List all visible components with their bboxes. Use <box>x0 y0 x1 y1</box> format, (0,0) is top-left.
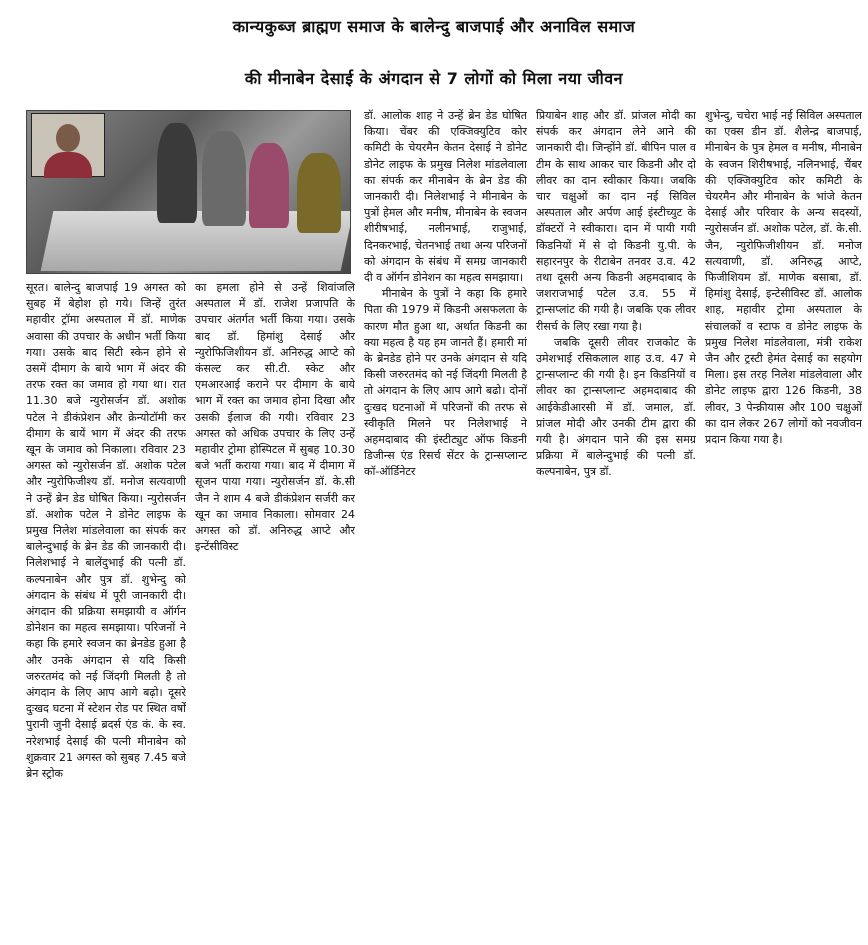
column-5-text: शुभेन्दु, चचेरा भाई नई सिविल अस्पताल का एक्स डीन डॉ. शैलेन्द्र बाजपाई, मीनाबेन के पुत्र हेमल व मनीष, मीनाबेन के स्वजन शिरीषभाई, नलिनभाई, चैंबर की एक्जिक्युटिव कोर कमिटी के चेयरमैन और मीनाबेन के भांजे केतन देसाई और परिवार के अन्य सदस्यों, न्युरोसर्जन डॉ. अशोक पटेल, डॉ. के.सी. जैन, न्युरोफिजीशीयन डॉ. मनोज सत्यवाणी, डॉ. अनिरुद्ध आप्टे, फिजीशियम डॉ. माणेक बसाबा, डॉ. हिमांशु देसाई, इन्टेसीविस्ट डॉ. आलोक शाह, महावीर ट्रोमा अस्पताल के संचालकों व स्टाफ व डोनेट लाइफ के प्रमुख निलेश मांडलेवाला, मंत्री राकेश जैन और ट्रस्टी हेमंत देसाई का सहयोग मिला। इस तरह निलेश मांडलेवाला और डोनेट लाइफ द्वारा 126 किडनी, 38 लीवर, 3 पेन्क्रीयास और 100 चक्षुओं का दान लेकर 267 लोगों को नवजीवन प्रदान किया गया है। <box>705 109 862 447</box>
headline-line-2: की मीनाबेन देसाई के अंगदान से 7 लोगों को मिला नया जीवन <box>244 69 624 88</box>
column-2 <box>195 280 355 610</box>
portrait-inset <box>31 113 105 177</box>
person-figure <box>249 143 289 228</box>
column-5 <box>705 108 862 548</box>
column-1-text: सूरत। बालेन्दु बाजपाई 19 अगस्त को सुबह में बेहोश हो गये। जिन्हें तुरंत महावीर ट्रॉमा अस्पताल में डॉ. माणेक अवासा की उपचार के अधीन भर्ती किया गया। उसके बाद सिटी स्केन होने से उसमें दीमाग के बाये भाग में अंदर की तरफ रक्त का जमाव हो गया था। रात 11.30 बजे न्युरोसर्जन डॉ. अशोक पटेल ने डीकंप्रेशन और क्रेन्योटॉमी कर दीमाग के बायें भाग में अंदर की तरफ खून के जमाव को निकाला। रविवार 23 अगस्त को न्युरोसर्जन डॉ. अशोक पटेल और न्युरोफिजीश्य डॉ. मनोज सत्यवाणी ने उन्हें ब्रेन डेड घोषित किया। न्युरोसर्जन डॉ. अशोक पटेल ने डोनेट लाइफ के प्रमुख निलेश मांडलेवाला का संपर्क कर बालेन्दुभाई के ब्रेन डेड की जानकारी दी। निलेशभाई ने बालेंदुभाई की पत्नी डॉ. कल्पनाबेन और पुत्र डॉ. शुभेन्दु को अंगदान के संबंध में पूरी जानकारी दी। अंगदान की प्रक्रिया समझायी व ऑर्गन डोनेशन का महत्व समझाया। परिजनों ने कहा कि हमारे स्वजन का ब्रेनडेड हुआ है और उनके अंगदान से यदि किसी जरुरतमंद को नई जिंदगी मिलती है तो अंगदान के लिए आप आगे बढ़ो। दूसरे दुःखद घटना में स्टेशन रोड पर स्थित वर्षों पुरानी जुनी देसाई ब्रदर्स एंड कं. के स्व. नरेशभाई देसाई की पत्नी मीनाबेन को शुक्रवार 21 अगस्त को सुबह 7.45 बजे ब्रेन स्ट्रोक <box>26 281 186 781</box>
column-1 <box>26 280 186 942</box>
column-4 <box>536 108 696 578</box>
person-figure <box>297 153 341 233</box>
column-2-text: का हमला होने से उन्हें शिवांजलि अस्पताल में डॉ. राजेश प्रजापति के उपचार अंतर्गत भर्ती किया गया। उसके बाद डॉ. हिमांशु देसाई और न्युरोफिजिशीयन डॉ. अनिरुद्ध आप्टे को कंसल्ट कर सी.टी. स्केट और एमआरआई कराने पर दीमाग के बाये भाग में रक्त का जमाव होना दिखा और उसकी ईलाज की गयी। रविवार 23 अगस्त को अधिक उपचार के लिए उन्हें महावीर ट्रोमा होस्पिटल में सुबह 10.30 बजे भर्ती कराया गया। बाद में दीमाग में सूजन पाया गया। न्युरोसर्जन डॉ. के.सी जैन ने शाम 4 बजे डीकंप्रेशन सर्जरी कर खून का जमाव निकाला। सोमवार 24 अगस्त को डॉ. अनिरुद्ध आप्टे और इन्टेंसीविस्ट <box>195 281 355 554</box>
column-4-text-a: प्रियाबेन शाह और डॉ. प्रांजल मोदी का संपर्क कर अंगदान लेने आने की जानकारी दी। जिन्होंने डॉ. बीपिन पाल व टीम के साथ आकर चार किडनी और दो लीवर का दान स्वीकार किया। जबकि चार चक्षुओं का दान नई सिविल अस्पताल और अर्पण आई इंस्टीच्युट के डॉक्टरों ने स्वीकारा। दान में पायी गयी किडनियों में से दो किडनी यु.पी. के सहारनपुर के रीटाबेन तनवर उ.व. 42 तथा दूसरी अन्य किडनी अहमदाबाद के जशराजभाई पटेल उ.व. 55 में ट्रान्सप्लांट की गयी है। जबकि एक लीवर रीसर्च के लिए रखा गया है। <box>536 109 696 333</box>
portrait-body <box>44 152 92 178</box>
column-4-text-b: जबकि दूसरी लीवर राजकोट के उमेशभाई रसिकलाल शाह उ.व. 47 मे ट्रान्सप्लान्ट की गयी है। इन किडनियों व लीवर का ट्रान्सप्लान्ट अहमदाबाद की आईकेडीआरसी में डॉ. जमाल, डॉ. प्रांजल मोदी और उनकी टीम द्वारा की गयी है। अंगदान पाने की इस समग्र प्रक्रिया में बालेन्दुभाई की पत्नी डॉ. कल्पनाबेन, पुत्र डॉ. <box>536 335 696 479</box>
column-3-text-a: डॉ. आलोक शाह ने उन्हें ब्रेन डेड घोषित किया। चेंबर की एक्जिक्युटिव कोर कमिटी के चेयरमैन केतन देसाई ने डोनेट डोनेट लाइफ के प्रमुख निलेश मांडलेवाला का संपर्क कर मीनाबेन के ब्रेन डेड की जानकारी दी। निलेशभाई ने मीनाबेन के पुत्रों हेमल और मनीष, मीनाबेन के स्वजन शीरीषभाई, नलीनभाई, राजुभाई, दिनकरभाई, चेतनभाई तथा अन्य परिजनों को अंगदान के संबंध में समग्र जानकारी दी व ऑर्गन डोनेशन का महत्व समझाया। <box>364 109 527 285</box>
portrait-face <box>56 124 80 152</box>
news-photo <box>26 110 351 274</box>
headline-line-1: कान्यकुब्ज ब्राह्मण समाज के बालेन्दु बाजपाई और अनाविल समाज <box>232 17 636 36</box>
person-figure <box>157 123 197 223</box>
column-3 <box>364 108 527 608</box>
column-3-text-b: मीनाबेन के पुत्रों ने कहा कि हमारे पिता की 1979 में किडनी असफलता के कारण मौत हुआ था, अर्थात किडनी का क्या महत्व है यह हम जानते हैं। हमारी मां के ब्रेनडेड होने पर उनके अंगदान से यदि किसी जरुरतमंद को नई जिंदगी मिलती है तो अंगदान के लिए आप आगे बढो। दोनों दुःखद घटनाओं में परिजनों की तरफ से स्वीकृति मिलने पर निलेशभाई ने अहमदाबाद की इंस्टीट्युट ऑफ किडनी डिजीन्स एंड रिसर्च सेंटर के ट्रान्सप्लान्ट कॉ-ऑर्डिनेटर <box>364 287 527 479</box>
person-figure <box>202 131 246 226</box>
